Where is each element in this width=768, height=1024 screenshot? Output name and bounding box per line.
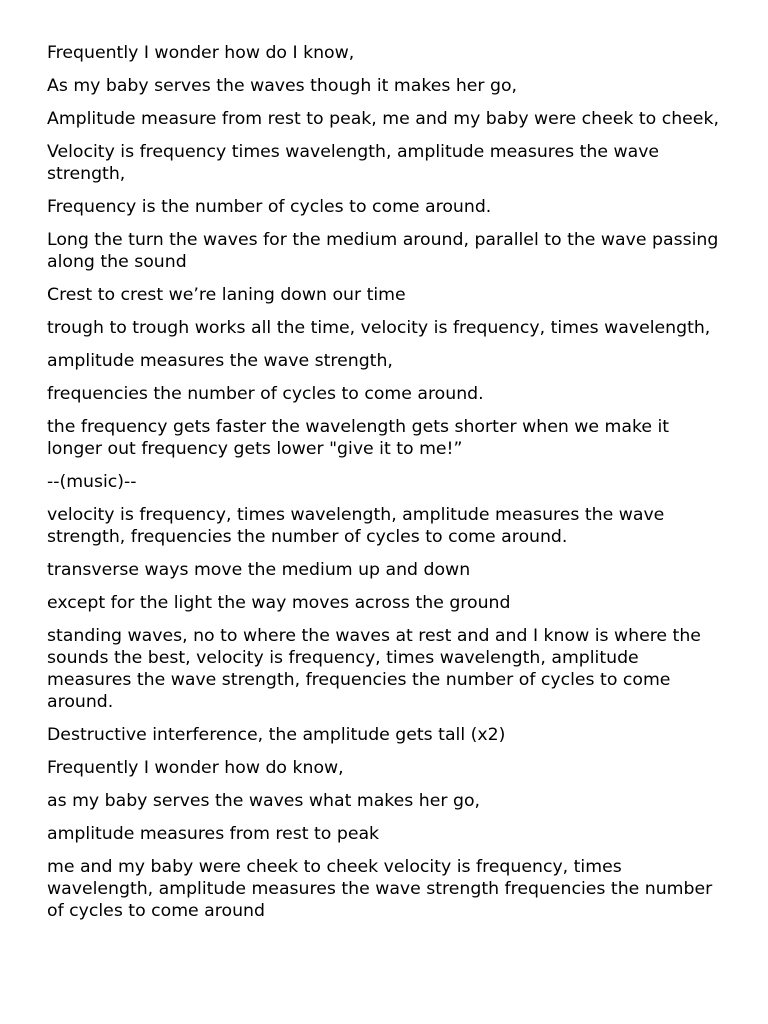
lyric-paragraph: Frequently I wonder how do know,	[47, 758, 344, 778]
lyric-paragraph: as my baby serves the waves what makes her go,	[47, 791, 481, 811]
lyric-paragraph: Destructive interference, the amplitude gets tall (x2)	[47, 725, 506, 745]
lyric-paragraph: except for the light the way moves across the ground	[47, 593, 511, 613]
lyric-paragraph: Frequently I wonder how do I know,	[47, 43, 355, 63]
lyric-paragraph: As my baby serves the waves though it makes her go,	[47, 76, 518, 96]
lyric-paragraph: Frequency is the number of cycles to come around.	[47, 197, 492, 217]
music-interlude: --(music)--	[47, 472, 137, 492]
lyric-paragraph: trough to trough works all the time, velocity is frequency, times wavelength,	[47, 318, 711, 338]
lyric-paragraph: frequencies the number of cycles to come around.	[47, 384, 484, 404]
lyric-paragraph: Crest to crest we’re laning down our time	[47, 285, 406, 305]
lyric-paragraph: standing waves, no to where the waves at rest and and I know is where the sounds the best, velocity is frequency, times wavelength, amplitude measures the wave strength, frequencies the number of cycles to come around.	[47, 626, 701, 712]
lyric-paragraph: velocity is frequency, times wavelength, amplitude measures the wave strength, frequencies the number of cycles to come around.	[47, 505, 665, 547]
lyric-paragraph: amplitude measures from rest to peak	[47, 824, 380, 844]
lyrics-page	[47, 42, 727, 933]
lyric-paragraph: transverse ways move the medium up and down	[47, 560, 471, 580]
lyric-paragraph: the frequency gets faster the wavelength gets shorter when we make it longer out frequency gets lower "give it to me!”	[47, 417, 670, 459]
lyric-paragraph: Velocity is frequency times wavelength, amplitude measures the wave strength,	[47, 142, 660, 184]
lyric-paragraph: Amplitude measure from rest to peak, me and my baby were cheek to cheek,	[47, 109, 719, 129]
lyric-paragraph: Long the turn the waves for the medium around, parallel to the wave passing along the sound	[47, 230, 719, 272]
lyric-paragraph: amplitude measures the wave strength,	[47, 351, 393, 371]
lyric-paragraph: me and my baby were cheek to cheek velocity is frequency, times wavelength, amplitude measures the wave strength frequencies the number of cycles to come around	[47, 857, 713, 921]
